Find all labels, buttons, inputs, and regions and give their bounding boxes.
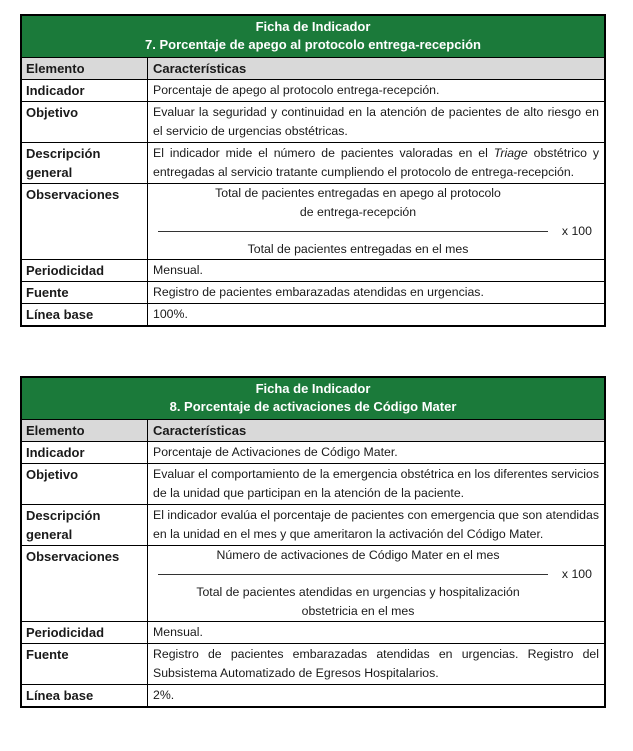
row-descripcion: [22, 143, 604, 184]
card-title: Ficha de Indicador: [255, 19, 371, 34]
row-label: Objetivo: [22, 464, 148, 504]
formula-numerator: [158, 546, 558, 565]
formula-numerator: [158, 184, 558, 222]
row-label: Línea base: [22, 685, 148, 706]
fraction-line: [148, 222, 604, 240]
row-fuente: [22, 282, 604, 304]
fraction-line: [148, 565, 604, 583]
row-periodicidad: [22, 622, 604, 644]
row-label: Indicador: [22, 442, 148, 463]
row-label: Objetivo: [22, 102, 148, 142]
formula: [148, 184, 604, 259]
row-observaciones: [22, 546, 604, 622]
description-text-end: obstétrico y entregadas al servicio tratante cumpliendo el protocolo de entrega-recepción.: [153, 146, 600, 179]
description-text: El indicador mide el número de pacientes valoradas en el: [153, 146, 494, 160]
row-label: [22, 143, 148, 183]
indicator-card-7: [20, 14, 606, 327]
row-value: Porcentaje de Activaciones de Código Mater.: [153, 445, 398, 459]
row-label: Indicador: [22, 80, 148, 101]
row-value: Evaluar el comportamiento de la emergencia obstétrica en los diferentes servicios de la unidad que participan en la atención de la paciente.: [153, 467, 599, 500]
formula-denominator-line: Total de pacientes atendidas en urgencias y hospitalización: [196, 585, 520, 599]
column-header-elemento: Elemento: [22, 420, 148, 441]
row-observaciones: [22, 184, 604, 260]
fraction-bar: [158, 231, 548, 232]
column-header-elemento: Elemento: [22, 58, 148, 79]
row-label: Línea base: [22, 304, 148, 325]
row-fuente: [22, 644, 604, 685]
card-title: Ficha de Indicador: [255, 381, 371, 396]
description-emphasis: Triage: [493, 146, 528, 160]
row-label-line: Descripción: [26, 146, 101, 161]
row-label: Observaciones: [22, 546, 148, 621]
row-objetivo: [22, 464, 604, 505]
card-subtitle: 8. Porcentaje de activaciones de Código Mater: [169, 399, 457, 414]
formula-multiplier: x 100: [561, 224, 592, 238]
row-label-line: general: [26, 527, 73, 542]
formula-numerator-line: de entrega-recepción: [299, 205, 417, 219]
row-value: Evaluar la seguridad y continuidad en la atención de pacientes de alto riesgo en el servicio de urgencias obstétricas.: [153, 105, 599, 138]
row-label: Periodicidad: [22, 260, 148, 281]
row-value: Porcentaje de apego al protocolo entrega-recepción.: [153, 83, 440, 97]
row-label: Fuente: [22, 644, 148, 684]
card-header: [22, 378, 604, 420]
column-header-row: [22, 420, 604, 442]
row-value: El indicador evalúa el porcentaje de pacientes con emergencia que son atendidas en la unidad en el mes y que ameritaron la activación del Código Mater.: [153, 508, 599, 541]
row-linea-base: [22, 304, 604, 325]
formula-numerator-line: Total de pacientes entregadas en apego al protocolo: [215, 186, 501, 200]
row-objetivo: [22, 102, 604, 143]
row-value: Mensual.: [153, 263, 203, 277]
formula-multiplier: x 100: [561, 567, 592, 581]
row-value: [148, 143, 604, 183]
formula-denominator-line: Total de pacientes entregadas en el mes: [247, 242, 469, 256]
fraction-bar: [158, 574, 548, 575]
row-value: Registro de pacientes embarazadas atendidas en urgencias.: [153, 285, 484, 299]
row-value: Mensual.: [153, 625, 203, 639]
row-label-line: Descripción: [26, 508, 101, 523]
row-periodicidad: [22, 260, 604, 282]
row-label-line: general: [26, 165, 73, 180]
row-indicador: [22, 80, 604, 102]
row-label: Observaciones: [22, 184, 148, 259]
indicator-card-8: [20, 376, 606, 708]
column-header-caracteristicas: Características: [153, 423, 247, 438]
column-header-row: [22, 58, 604, 80]
row-indicador: [22, 442, 604, 464]
card-subtitle: 7. Porcentaje de apego al protocolo entrega-recepción: [145, 37, 481, 52]
row-value: Registro de pacientes embarazadas atendidas en urgencias. Registro del Subsistema Automatizado de Egresos Hospitalarios.: [153, 647, 599, 680]
formula-denominator: [158, 583, 558, 621]
formula: [148, 546, 604, 621]
formula-denominator-line: obstetricia en el mes: [301, 604, 415, 618]
column-header-caracteristicas: Características: [153, 61, 247, 76]
row-value: 100%.: [153, 307, 188, 321]
formula-numerator-line: Número de activaciones de Código Mater en el mes: [216, 548, 500, 562]
row-descripcion: [22, 505, 604, 546]
row-linea-base: [22, 685, 604, 706]
formula-denominator: [158, 240, 558, 259]
row-label: [22, 505, 148, 545]
row-value: 2%.: [153, 688, 175, 702]
row-label: Fuente: [22, 282, 148, 303]
row-label: Periodicidad: [22, 622, 148, 643]
card-header: [22, 16, 604, 58]
